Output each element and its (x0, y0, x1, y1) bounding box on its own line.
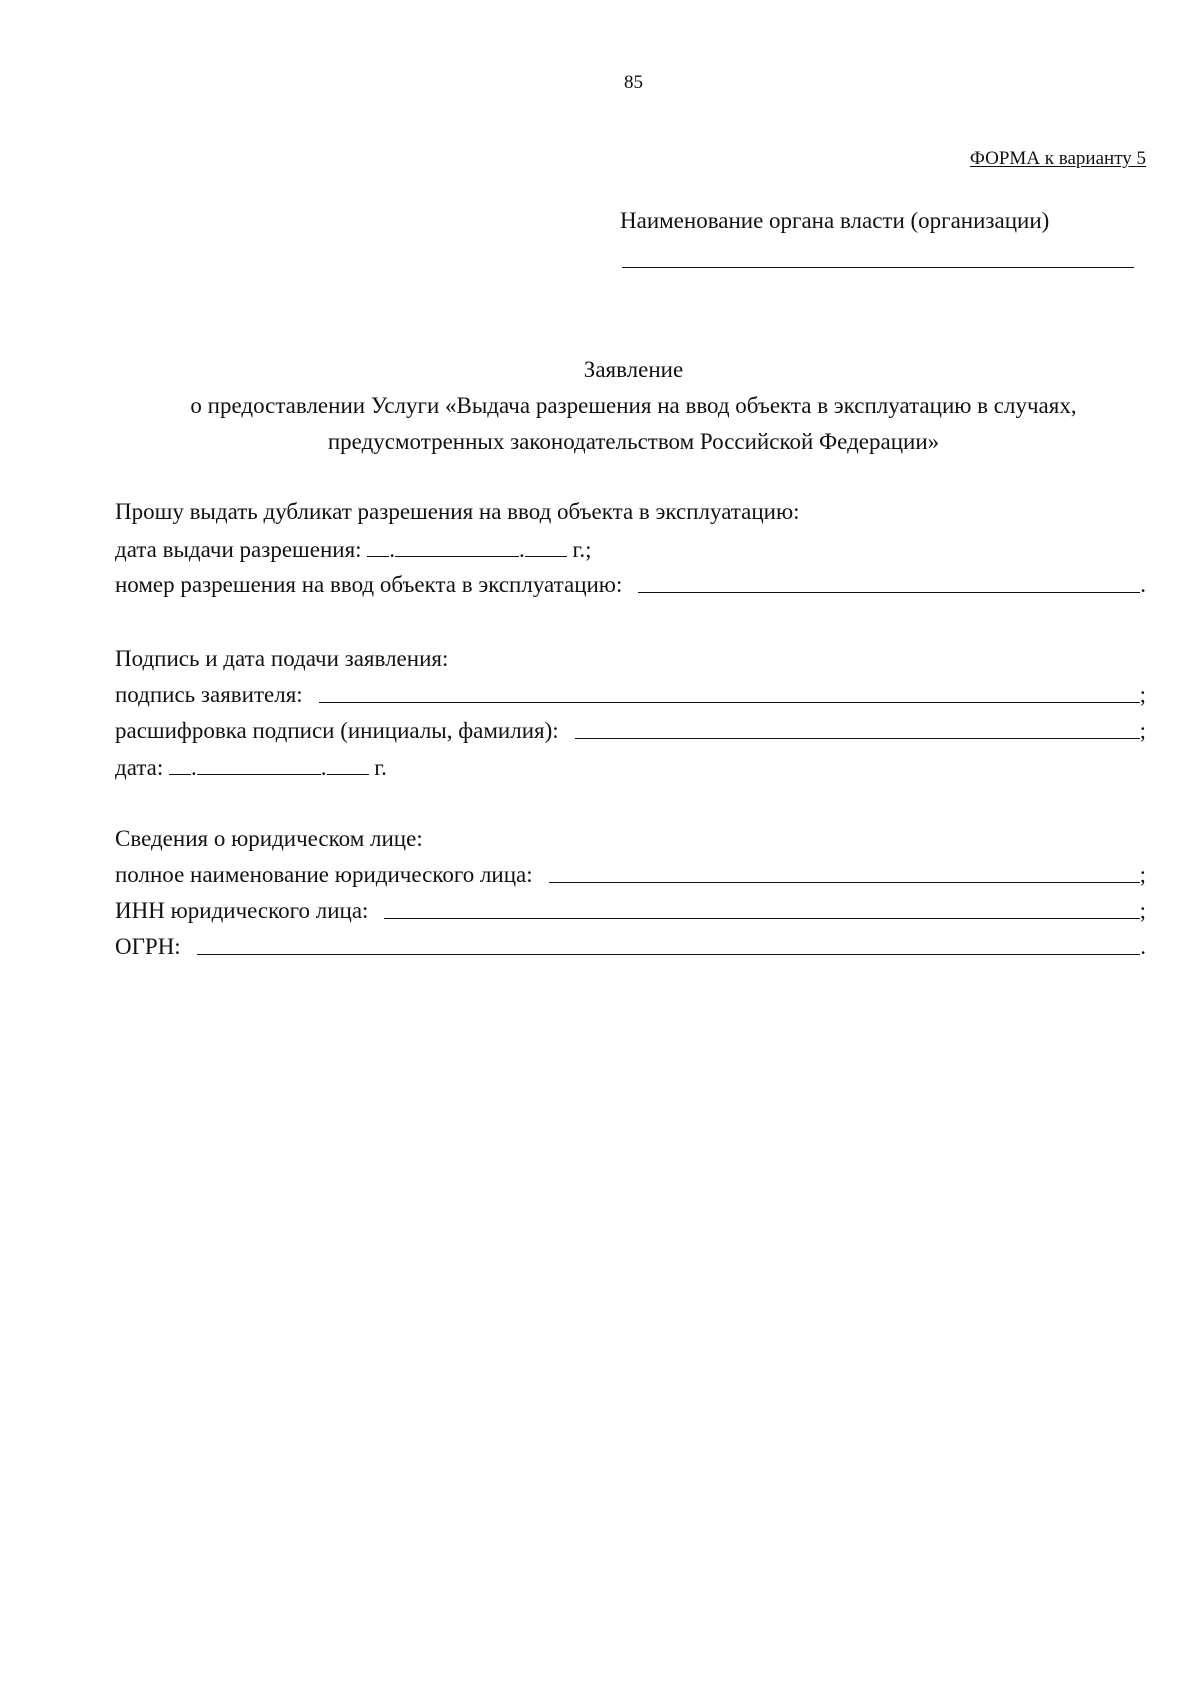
signature-decode-row (115, 714, 1146, 748)
permit-number-row (115, 568, 1146, 602)
inn-label: ИНН юридического лица: (115, 898, 369, 923)
submission-date-month-field[interactable] (197, 750, 321, 775)
issue-date-year-suffix: г.; (572, 537, 592, 562)
ogrn-row (115, 930, 1146, 964)
ogrn-end: . (1140, 934, 1146, 959)
document-title: Заявление (583, 357, 684, 382)
form-variant-label: ФОРМА к варианту 5 (969, 148, 1146, 169)
legal-entity-heading: Сведения о юридическом лице: (115, 826, 423, 851)
ogrn-label: ОГРН: (115, 934, 181, 959)
signature-heading-row (115, 642, 1146, 676)
signature-row (115, 678, 1146, 712)
signature-decode-field[interactable] (575, 714, 1140, 739)
submission-date-row: дата: . . г. (115, 750, 1146, 784)
authority-name-label: Наименование органа власти (организации) (620, 208, 1050, 233)
legal-entity-name-row (115, 858, 1146, 892)
submission-date-day-field[interactable] (169, 750, 191, 775)
permit-number-label: номер разрешения на ввод объекта в эксплуатацию: (115, 572, 623, 597)
submission-date-year-field[interactable] (327, 750, 369, 775)
request-heading: Прошу выдать дубликат разрешения на ввод объекта в эксплуатацию: (115, 499, 800, 524)
permit-number-field[interactable] (638, 568, 1140, 593)
inn-field[interactable] (384, 894, 1139, 919)
signature-label: подпись заявителя: (115, 682, 303, 707)
submission-date-label: дата: (115, 755, 164, 780)
inn-end: ; (1139, 898, 1146, 923)
page-number: 85 (624, 72, 643, 93)
legal-entity-name-label: полное наименование юридического лица: (115, 862, 533, 887)
legal-entity-heading-row (115, 822, 1146, 856)
authority-name-field[interactable] (622, 267, 1134, 268)
signature-heading: Подпись и дата подачи заявления: (115, 646, 449, 671)
permit-number-end: . (1140, 572, 1146, 597)
issue-date-month-field[interactable] (395, 532, 519, 557)
issue-date-row: дата выдачи разрешения: . . г.; (115, 532, 1146, 566)
request-heading-row (115, 495, 1146, 529)
document-subtitle-line-1: о предоставлении Услуги «Выдача разрешения на ввод объекта в эксплуатацию в случаях, (190, 393, 1077, 418)
ogrn-field[interactable] (197, 930, 1141, 955)
signature-decode-end: ; (1139, 718, 1146, 743)
issue-date-label: дата выдачи разрешения: (115, 537, 362, 562)
issue-date-year-field[interactable] (525, 532, 567, 557)
signature-end: ; (1139, 682, 1146, 707)
inn-row (115, 894, 1146, 928)
submission-date-year-suffix: г. (374, 755, 387, 780)
legal-entity-name-field[interactable] (549, 858, 1140, 883)
legal-entity-name-end: ; (1139, 862, 1146, 887)
document-subtitle-line-2: предусмотренных законодательством Российской Федерации» (327, 429, 940, 454)
signature-field[interactable] (319, 678, 1140, 703)
signature-decode-label: расшифровка подписи (инициалы, фамилия): (115, 718, 559, 743)
issue-date-day-field[interactable] (367, 532, 389, 557)
